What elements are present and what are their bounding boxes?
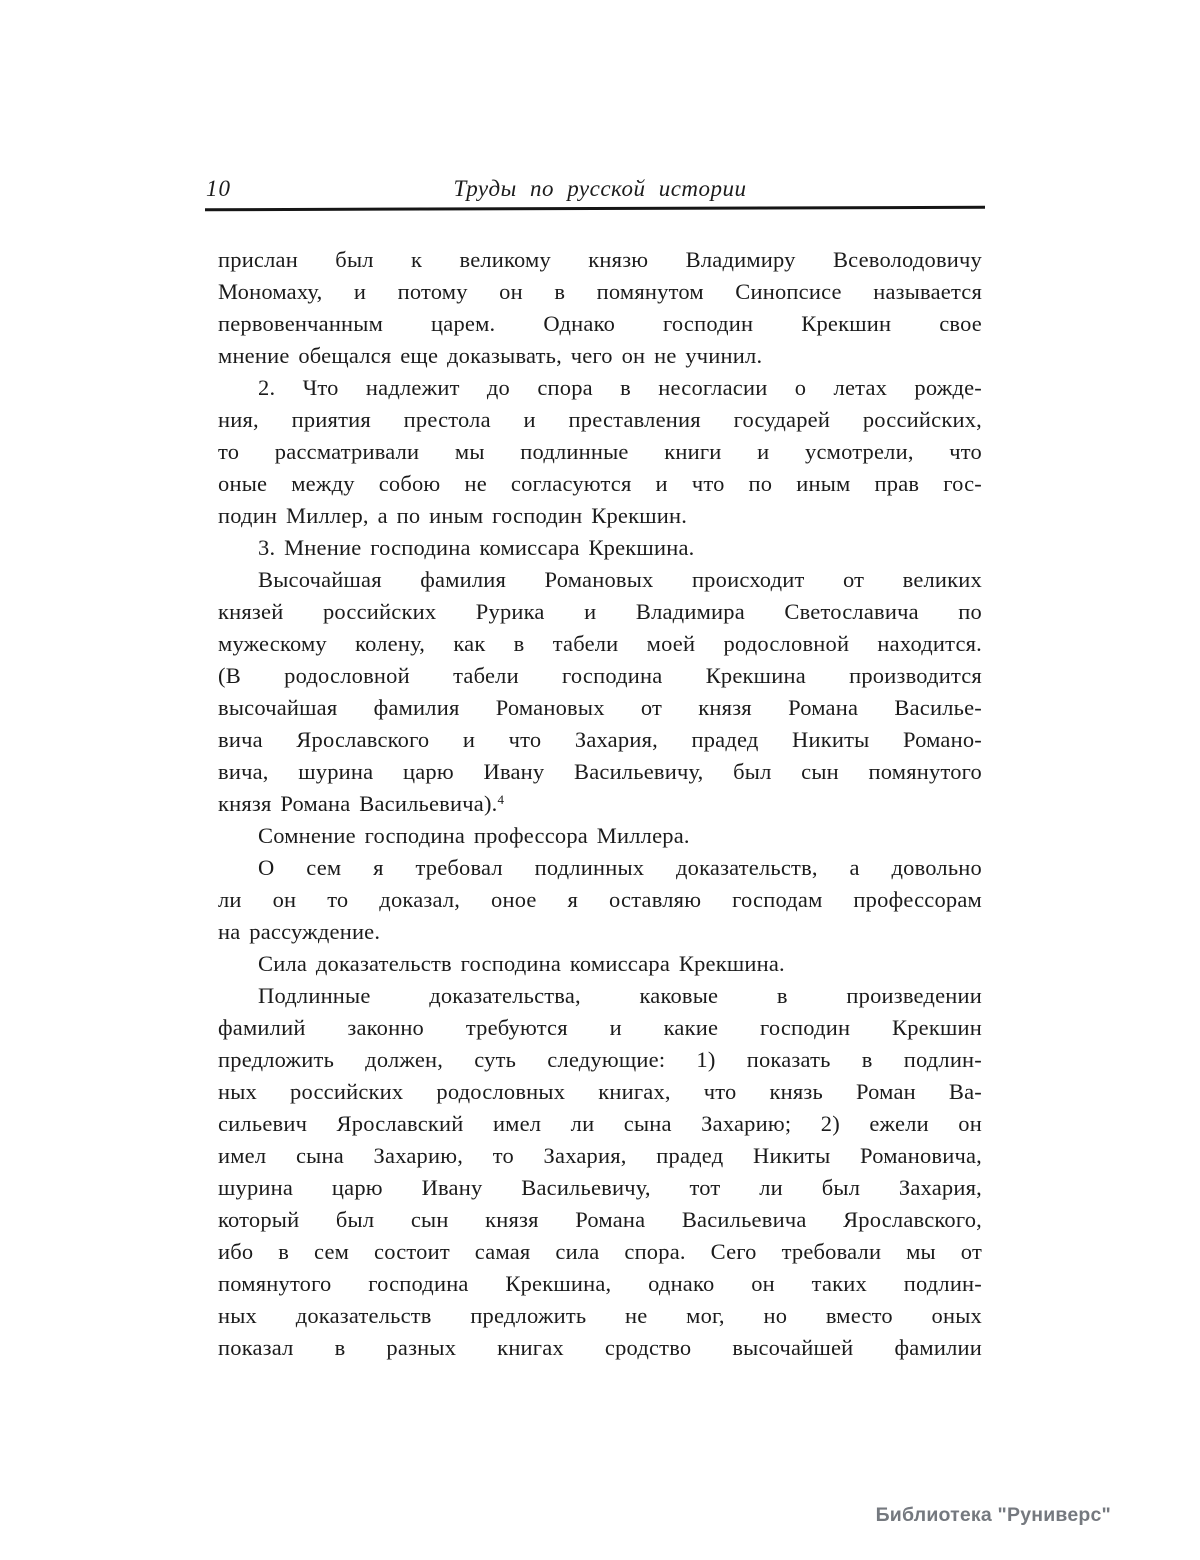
text-line: Высочайшая фамилия Романовых происходит от великих — [258, 567, 982, 592]
text-line: помянутого господина Крекшина, однако он таких подлин- — [218, 1271, 982, 1296]
footnote-marker: 4 — [497, 792, 504, 807]
text-line: Сомнение господина профессора Миллера. — [258, 823, 690, 848]
text-line: вича, шурина царю Ивану Васильевичу, был сын помянутого — [218, 759, 982, 784]
text-line: оные между собою не согласуются и что по иным прав гос- — [218, 471, 982, 496]
text-line: Подлинные доказательства, каковые в произведении — [258, 983, 982, 1008]
text-line: имел сына Захарию, то Захария, прадед Никиты Романовича, — [218, 1143, 982, 1168]
running-title: Труды по русской истории — [453, 176, 747, 201]
text-line: прислан был к великому князю Владимиру Всеволодовичу — [218, 247, 982, 272]
page-number: 10 — [206, 176, 231, 201]
text-line: фамилий законно требуются и какие господин Крекшин — [218, 1015, 982, 1040]
text-line: высочайшая фамилия Романовых от князя Романа Василье- — [218, 695, 982, 720]
text-line: 3. Мнение господина комиссара Крекшина. — [258, 535, 695, 560]
text-line: на рассуждение. — [218, 919, 381, 944]
text-line: который был сын князя Романа Васильевича Ярославского, — [218, 1207, 982, 1232]
body-text — [218, 244, 982, 1364]
text-line: то рассматривали мы подлинные книги и усмотрели, что — [218, 439, 982, 464]
text-line: мнение обещался еще доказывать, чего он не учинил. — [218, 343, 763, 368]
text-line: ных доказательств предложить не мог, но вместо оных — [218, 1303, 982, 1328]
text-line: показал в разных книгах сродство высочайшей фамилии — [218, 1335, 982, 1360]
text-line: Сила доказательств господина комиссара Крекшина. — [258, 951, 785, 976]
header-rule — [205, 206, 985, 211]
text-line: первовенчанным царем. Однако господин Крекшин свое — [218, 311, 982, 336]
text-line: вича Ярославского и что Захария, прадед Никиты Романо- — [218, 727, 982, 752]
text-line: Мономаху, и потому он в помянутом Синопсисе называется — [218, 279, 982, 304]
text-line: ибо в сем состоит самая сила спора. Сего требовали мы от — [218, 1239, 982, 1264]
text-line: князей российских Рурика и Владимира Светославича по — [218, 599, 982, 624]
text-line: подин Миллер, а по иным господин Крекшин. — [218, 503, 688, 528]
text-line: предложить должен, суть следующие: 1) показать в подлин- — [218, 1047, 982, 1072]
text-line: князя Романа Васильевича).$^4$ — [218, 791, 504, 816]
text-line: О сем я требовал подлинных доказательств, а довольно — [258, 855, 982, 880]
library-watermark: Библиотека "Руниверс" — [875, 1504, 1111, 1526]
text-line: мужескому колену, как в табели моей родословной находится. — [218, 631, 982, 656]
text-line: ных российских родословных книгах, что князь Роман Ва- — [218, 1079, 982, 1104]
text-line: 2. Что надлежит до спора в несогласии о летах рожде- — [258, 375, 982, 400]
text-line: ния, приятия престола и преставления государей российских, — [218, 407, 982, 432]
text-line: шурина царю Ивану Васильевичу, тот ли был Захария, — [218, 1175, 982, 1200]
text-line: (В родословной табели господина Крекшина производится — [218, 663, 982, 688]
text-line: сильевич Ярославский имел ли сына Захарию; 2) ежели он — [218, 1111, 982, 1136]
text-line: ли он то доказал, оное я оставляю господам профессорам — [218, 887, 982, 912]
